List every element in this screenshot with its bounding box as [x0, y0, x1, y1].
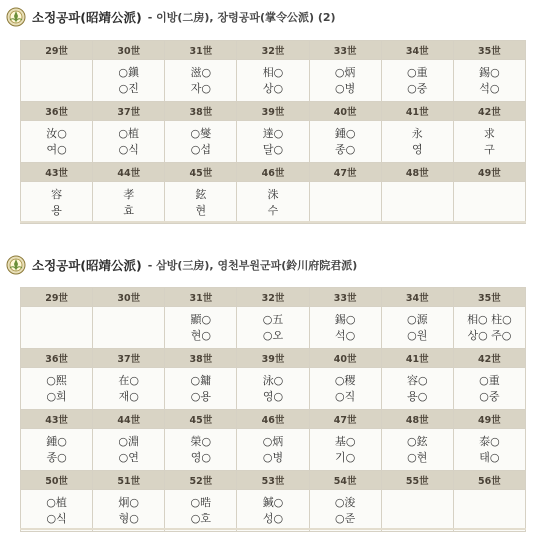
name-cell [453, 121, 525, 163]
name-hangul: ○현 [407, 450, 428, 464]
generation-label: 41世 [381, 102, 453, 121]
name-cell [453, 60, 525, 102]
generation-label: 53世 [237, 471, 309, 490]
generation-label: 48世 [381, 163, 453, 182]
name-cell [93, 429, 165, 471]
name-hanja: 在○ [118, 373, 140, 387]
section-title: 소정공파(昭靖公派) [32, 10, 142, 25]
name-hanja: ○鉉 [406, 434, 428, 448]
name-cell [21, 307, 93, 349]
generation-header-row [21, 410, 526, 429]
name-hangul: 석○ [335, 328, 356, 342]
generation-header-row [21, 102, 526, 121]
name-hangul: 달○ [262, 142, 284, 156]
table-bottom-rule [20, 528, 526, 530]
name-cell [381, 121, 453, 163]
generation-label: 37世 [93, 102, 165, 121]
name-hanja: ○鏞 [190, 373, 212, 387]
generation-label: 45世 [165, 410, 237, 429]
name-row [21, 368, 526, 410]
generation-header-row [21, 349, 526, 368]
name-hangul: ○중 [407, 81, 428, 95]
name-cell [237, 307, 309, 349]
generation-label: 31世 [165, 41, 237, 60]
name-cell [165, 121, 237, 163]
name-hangul: ○진 [118, 81, 139, 95]
generation-label: 56世 [453, 471, 525, 490]
name-hangul: 영 [411, 142, 423, 156]
name-hanja: 永 [411, 126, 423, 140]
name-hangul: 효 [123, 203, 135, 217]
generation-label: 37世 [93, 349, 165, 368]
name-hangul: ○병 [262, 450, 284, 464]
name-hangul: 수 [267, 203, 279, 217]
name-row [21, 60, 526, 102]
name-hangul: ○원 [407, 328, 428, 342]
generation-label: 46世 [237, 410, 309, 429]
name-cell [381, 60, 453, 102]
generation-label: 45世 [165, 163, 237, 182]
generation-label: 35世 [453, 288, 525, 307]
name-cell [309, 368, 381, 410]
generation-label: 32世 [237, 41, 309, 60]
name-hangul: 형○ [118, 511, 139, 525]
name-cell [165, 429, 237, 471]
name-hanja: 洙 [267, 187, 279, 201]
name-cell [165, 60, 237, 102]
name-hangul: ○용 [190, 389, 211, 403]
name-cell [21, 182, 93, 224]
generation-label: 38世 [165, 102, 237, 121]
name-hangul: ○희 [46, 389, 67, 403]
name-hangul: 구 [484, 142, 495, 156]
name-hanja: ○淵 [118, 434, 140, 448]
generation-label: 30世 [93, 41, 165, 60]
name-cell [21, 60, 93, 102]
name-cell [21, 429, 93, 471]
generation-label: 29世 [21, 41, 93, 60]
name-hanja: 鍼○ [262, 495, 284, 509]
name-hanja: ○晧 [190, 495, 212, 509]
generation-label: 34世 [381, 41, 453, 60]
name-row [21, 182, 526, 224]
generation-label: 55世 [381, 471, 453, 490]
generation-label: 48世 [381, 410, 453, 429]
generation-table [20, 287, 526, 532]
generation-label: 35世 [453, 41, 525, 60]
generation-label: 36世 [21, 102, 93, 121]
generation-header-row [21, 41, 526, 60]
section-header [6, 6, 336, 28]
name-cell [381, 368, 453, 410]
generation-label: 43世 [21, 163, 93, 182]
name-cell [309, 121, 381, 163]
generation-label: 39世 [237, 102, 309, 121]
generation-label: 31世 [165, 288, 237, 307]
name-cell [21, 490, 93, 532]
generation-label: 49世 [453, 410, 525, 429]
generation-label: 40世 [309, 349, 381, 368]
name-cell [309, 490, 381, 532]
section-header [6, 254, 357, 276]
name-hangul: 상○ 주○ [467, 328, 512, 342]
name-cell [237, 429, 309, 471]
name-row [21, 490, 526, 532]
name-cell [453, 429, 525, 471]
generation-header-row [21, 288, 526, 307]
generation-header-row [21, 471, 526, 490]
name-hanja: 滋○ [190, 65, 212, 79]
name-hanja: ○植 [46, 495, 67, 509]
name-hangul: 상○ [262, 81, 284, 95]
name-hanja: 鉉 [195, 187, 207, 201]
name-cell [165, 490, 237, 532]
name-hanja: 汝○ [46, 126, 67, 140]
name-cell [309, 429, 381, 471]
name-hangul: 현 [195, 203, 207, 217]
name-hangul: 자○ [190, 81, 211, 95]
name-hanja: ○稷 [334, 373, 356, 387]
name-hangul: ○중 [479, 389, 500, 403]
name-hanja: ○五 [262, 312, 284, 326]
name-hanja: 錫○ [334, 312, 356, 326]
name-cell [453, 182, 525, 224]
name-hangul: 석○ [479, 81, 500, 95]
name-hangul: ○연 [118, 450, 139, 464]
generation-label: 49世 [453, 163, 525, 182]
name-cell [453, 307, 525, 349]
name-hangul: 현○ [190, 328, 211, 342]
name-hanja: 基○ [334, 434, 356, 448]
name-row [21, 121, 526, 163]
name-cell [165, 307, 237, 349]
name-hanja: 容 [51, 187, 63, 201]
generation-label: 47世 [309, 163, 381, 182]
generation-label: 44世 [93, 163, 165, 182]
name-hangul: ○오 [262, 328, 284, 342]
name-hanja: ○浚 [334, 495, 356, 509]
section-subtitle: - 이방(二房), 장령공파(掌令公派) (2) [147, 11, 336, 24]
name-cell [381, 490, 453, 532]
generation-label: 51世 [93, 471, 165, 490]
name-hangul: ○병 [335, 81, 356, 95]
generation-label: 40世 [309, 102, 381, 121]
name-hangul: 종○ [335, 142, 356, 156]
name-hanja: 達○ [262, 126, 284, 140]
name-cell [453, 490, 525, 532]
name-cell [237, 368, 309, 410]
name-cell [309, 60, 381, 102]
generation-header-row [21, 163, 526, 182]
generation-label: 42世 [453, 102, 525, 121]
generation-label: 47世 [309, 410, 381, 429]
name-cell [381, 429, 453, 471]
generation-label: 33世 [309, 41, 381, 60]
name-hanja: ○炳 [334, 65, 356, 79]
name-hanja: 鍾○ [334, 126, 356, 140]
name-cell [237, 60, 309, 102]
name-cell [453, 368, 525, 410]
name-hangul: 여○ [46, 142, 67, 156]
name-cell [165, 182, 237, 224]
generation-label: 50世 [21, 471, 93, 490]
name-cell [381, 307, 453, 349]
name-hanja: 泰○ [479, 434, 500, 448]
name-hangul: ○준 [335, 511, 356, 525]
generation-label: 46世 [237, 163, 309, 182]
name-cell [237, 121, 309, 163]
generation-label: 34世 [381, 288, 453, 307]
name-hanja: 相○ [262, 65, 284, 79]
name-hangul: ○섭 [190, 142, 211, 156]
name-cell [237, 182, 309, 224]
name-cell [93, 307, 165, 349]
generation-table [20, 40, 526, 224]
name-hanja: 孝 [123, 187, 135, 201]
name-hangul: 재○ [118, 389, 139, 403]
section-title: 소정공파(昭靖公派) [32, 258, 142, 273]
name-hanja: 錫○ [479, 65, 500, 79]
name-hanja: ○燮 [190, 126, 212, 140]
name-row [21, 307, 526, 349]
name-hanja: ○重 [479, 373, 500, 387]
generation-label: 52世 [165, 471, 237, 490]
name-hanja: 求 [483, 126, 495, 140]
name-hanja: ○熙 [46, 373, 67, 387]
generation-label: 43世 [21, 410, 93, 429]
name-cell [309, 182, 381, 224]
name-cell [165, 368, 237, 410]
name-hanja: 炯○ [118, 495, 140, 509]
name-cell [237, 490, 309, 532]
generation-label: 38世 [165, 349, 237, 368]
name-hanja: 鍾○ [46, 434, 67, 448]
name-hangul: 영○ [262, 389, 284, 403]
name-hangul: 종○ [46, 450, 67, 464]
generation-label: 33世 [309, 288, 381, 307]
generation-label: 32世 [237, 288, 309, 307]
name-cell [93, 121, 165, 163]
name-hanja: ○炳 [262, 434, 284, 448]
name-cell [309, 307, 381, 349]
section-subtitle: - 삼방(三房), 영천부원군파(鈴川府院君派) [147, 259, 358, 272]
generation-label: 42世 [453, 349, 525, 368]
clan-emblem-icon [6, 7, 26, 27]
name-cell [93, 368, 165, 410]
name-hanja: 泳○ [262, 373, 284, 387]
name-hangul: 기○ [335, 450, 356, 464]
generation-label: 29世 [21, 288, 93, 307]
name-hanja: ○鎭 [118, 65, 140, 79]
name-cell [93, 182, 165, 224]
name-hangul: 태○ [479, 450, 500, 464]
name-hangul: ○호 [190, 511, 211, 525]
name-cell [21, 121, 93, 163]
name-cell [93, 490, 165, 532]
name-hanja: ○重 [406, 65, 428, 79]
generation-label: 30世 [93, 288, 165, 307]
name-hangul: 성○ [262, 511, 284, 525]
name-hangul: 용○ [407, 389, 428, 403]
name-hangul: ○직 [335, 389, 356, 403]
generation-label: 54世 [309, 471, 381, 490]
name-hanja: 榮○ [190, 434, 212, 448]
name-cell [21, 368, 93, 410]
name-row [21, 429, 526, 471]
name-hangul: 영○ [190, 450, 211, 464]
name-hangul: ○식 [118, 142, 139, 156]
name-hanja: 顯○ [190, 312, 212, 326]
clan-emblem-icon [6, 255, 26, 275]
table-bottom-rule [20, 221, 526, 223]
generation-label: 39世 [237, 349, 309, 368]
name-cell [381, 182, 453, 224]
name-hanja: 容○ [406, 373, 428, 387]
name-hanja: 相○ 柱○ [467, 312, 512, 326]
name-hanja: ○植 [118, 126, 140, 140]
generation-label: 41世 [381, 349, 453, 368]
name-hanja: ○源 [406, 312, 428, 326]
name-hangul: 용 [51, 203, 62, 217]
name-hangul: ○식 [46, 511, 67, 525]
generation-label: 44世 [93, 410, 165, 429]
generation-label: 36世 [21, 349, 93, 368]
name-cell [93, 60, 165, 102]
